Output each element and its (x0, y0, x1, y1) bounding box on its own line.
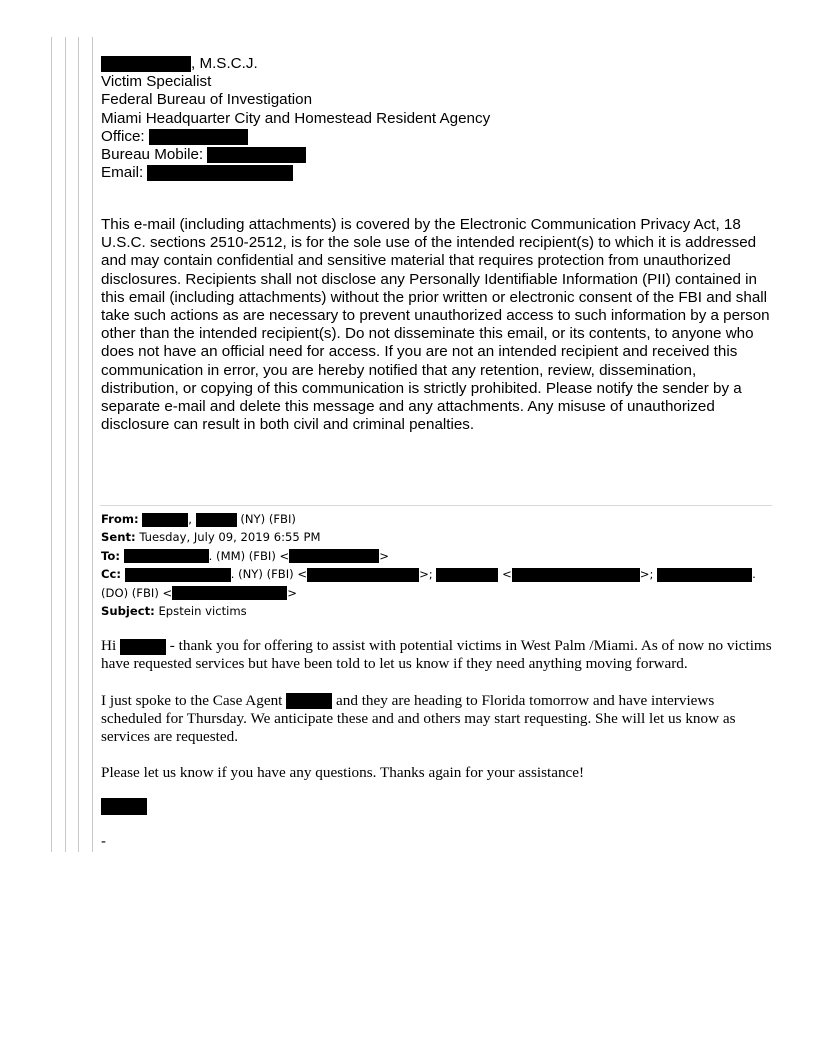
subject-line: Subject: Epstein victims (101, 603, 247, 618)
redaction (512, 568, 640, 582)
redaction (207, 147, 306, 163)
confidentiality-disclaimer: This e-mail (including attachments) is covered by the Electronic Communication Privacy Act, 18 U.S.C. sections 2510-2512, is for the sole use of the intended recipient(s) to which it is addressed and may contain confidential and sensitive material that requires protection from unauthorized disclosures. Recipients shall not disclose any Personally Identifiable Information (PII) contained in this email (including attachments) without the prior written or electronic consent of the FBI and shall take such actions as are necessary to prevent unauthorized access to such information by a person other than the intended recipient(s). Do not disseminate this email, or its contents, to anyone who does not have an official need for access. If you are not an intended recipient and received this communication in error, you are hereby notified that any retention, review, dissemination, distribution, or copying of this communication is strictly prohibited. Please notify the sender by a separate e-mail and delete this message and any attachments. Any misuse of unauthorized disclosure can result in both civil and criminal penalties. (101, 216, 770, 434)
body-paragraph-1: Hi - thank you for offering to assist with potential victims in West Palm /Miami. As of now no victims have requested services but have been told to let us know if they need anything moving forward. (101, 637, 772, 673)
sent-line: Sent: Tuesday, July 09, 2019 6:55 PM (101, 530, 321, 545)
signature-mobile-line: Bureau Mobile: (101, 146, 490, 164)
cc-line: Cc: . (NY) (FBI) < >; < >; . (101, 567, 756, 582)
to-line: To: . (MM) (FBI) < > (101, 548, 389, 563)
from-line: From: , (NY) (FBI) (101, 512, 296, 526)
redaction (149, 129, 248, 145)
quote-bar-2 (65, 37, 66, 852)
redaction (286, 693, 332, 709)
redaction (120, 639, 166, 655)
redaction (436, 568, 498, 582)
message-divider (100, 505, 772, 506)
footer-dash: - (101, 833, 106, 850)
quote-bar-3 (78, 37, 79, 852)
redaction (125, 568, 231, 582)
redaction (289, 549, 379, 563)
body-paragraph-3: Please let us know if you have any questions. Thanks again for your assistance! (101, 764, 585, 782)
redaction (657, 568, 752, 582)
signature-email-line: Email: (101, 164, 490, 182)
message-body (101, 637, 773, 801)
redaction (172, 586, 287, 600)
redaction (142, 513, 188, 527)
signature-name-line: , M.S.C.J. (101, 55, 490, 73)
redaction (147, 165, 293, 181)
signature-organization: Federal Bureau of Investigation (101, 91, 313, 109)
body-paragraph-2: I just spoke to the Case Agent and they are heading to Florida tomorrow and have interviews scheduled for Thursday. We anticipate these and and others may start requesting. She will let us know as services are requested. (101, 691, 736, 745)
email-signature (101, 55, 490, 182)
quote-bar-1 (51, 37, 52, 852)
cc-line-continued: (DO) (FBI) < > (101, 585, 297, 600)
redaction (101, 56, 191, 72)
signature-office-name: Miami Headquarter City and Homestead Resident Agency (101, 109, 491, 127)
quote-bar-4 (92, 37, 93, 852)
redaction (307, 568, 419, 582)
signature-title: Victim Specialist (101, 73, 212, 91)
redaction (124, 549, 209, 563)
redaction (196, 513, 237, 527)
signature-office-line: Office: (101, 128, 490, 146)
sender-signature-redaction (101, 798, 147, 815)
forwarded-message-header (101, 510, 773, 620)
